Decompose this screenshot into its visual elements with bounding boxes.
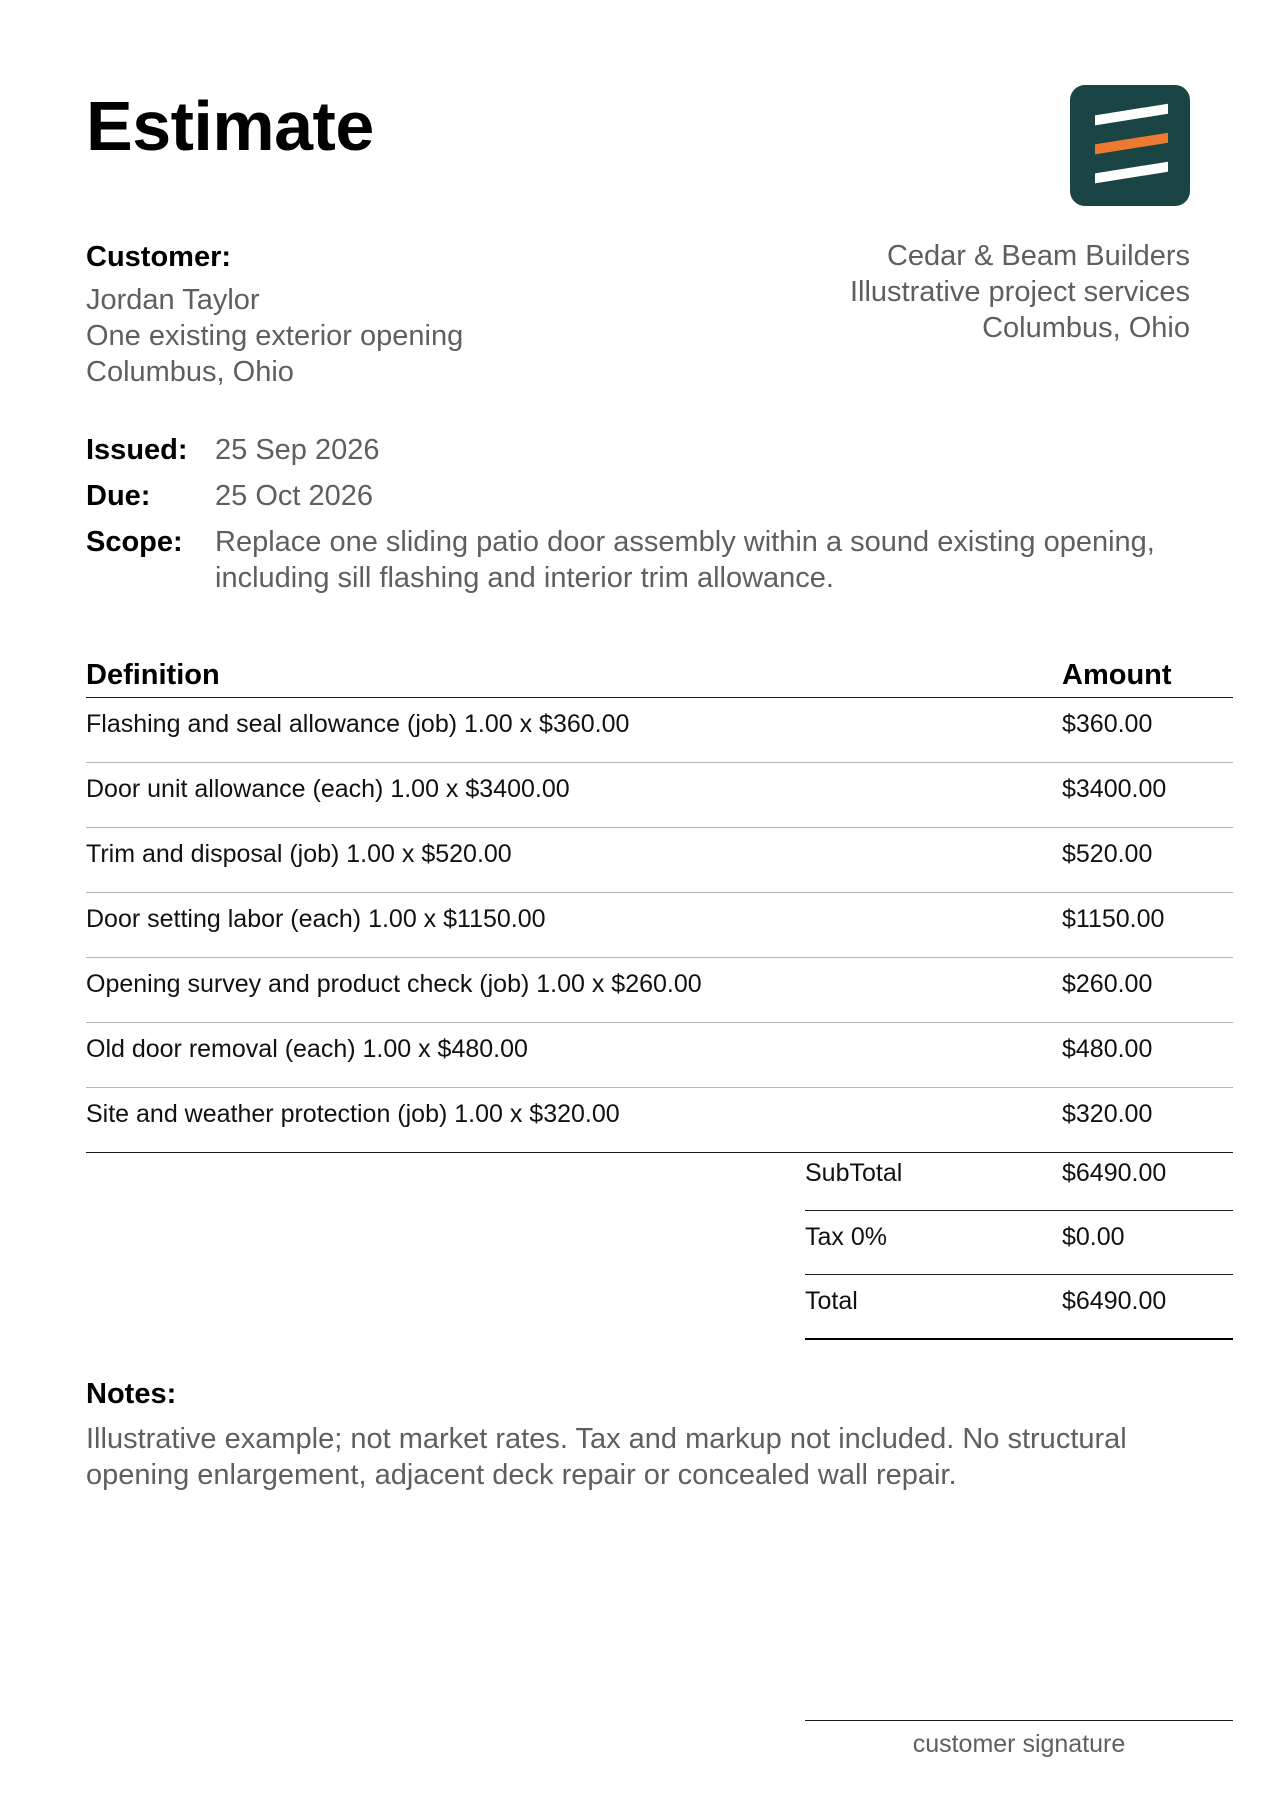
scope-text: Replace one sliding patio door assembly within a sound existing opening, including sill flashing and interior trim allowance.: [215, 526, 1155, 594]
signature-line[interactable]: [805, 1720, 1233, 1759]
company-block: [590, 238, 1190, 346]
company-location: Columbus, Ohio: [982, 312, 1190, 344]
item-amount: $520.00: [1062, 840, 1153, 868]
stacked-planks-logo-icon: [1070, 85, 1190, 206]
scope-label: Scope:: [86, 526, 183, 558]
item-definition: Trim and disposal (job) 1.00 x $520.00: [86, 840, 512, 868]
notes-text: Illustrative example; not market rates. Tax and markup not included. No structural opening enlargement, adjacent deck repair or concealed wall repair.: [86, 1423, 1127, 1491]
line-items-header: [86, 652, 1233, 698]
customer-location: Columbus, Ohio: [86, 356, 294, 388]
tax-label: Tax 0%: [805, 1223, 887, 1251]
customer-name: Jordan Taylor: [86, 284, 260, 316]
company-tagline: Illustrative project services: [849, 276, 1190, 308]
tax-row: [805, 1211, 1233, 1275]
totals-block: [805, 1147, 1233, 1340]
item-amount: $320.00: [1062, 1100, 1153, 1128]
item-definition: Door setting labor (each) 1.00 x $1150.00: [86, 905, 546, 933]
issued-label: Issued:: [86, 434, 188, 466]
subtotal-value: $6490.00: [1062, 1159, 1167, 1187]
company-name: Cedar & Beam Builders: [886, 240, 1190, 272]
item-amount: $480.00: [1062, 1035, 1153, 1063]
table-row: [86, 763, 1233, 828]
estimate-meta: [86, 432, 1236, 606]
subtotal-row: [805, 1147, 1233, 1211]
total-row: [805, 1275, 1233, 1340]
tax-value: $0.00: [1062, 1223, 1125, 1251]
item-amount: $360.00: [1062, 710, 1153, 738]
table-row: [86, 1023, 1233, 1088]
subtotal-label: SubTotal: [805, 1159, 903, 1187]
table-row: [86, 698, 1233, 763]
line-items-table: [86, 652, 1233, 1153]
document-title: Estimate: [86, 87, 374, 165]
item-definition: Site and weather protection (job) 1.00 x $320.00: [86, 1100, 620, 1128]
table-row: [86, 1088, 1233, 1153]
total-value: $6490.00: [1062, 1287, 1167, 1315]
table-row: [86, 893, 1233, 958]
notes-label: Notes:: [86, 1378, 177, 1410]
due-label: Due:: [86, 480, 151, 512]
item-definition: Door unit allowance (each) 1.00 x $3400.00: [86, 775, 570, 803]
scope-row: [86, 524, 1236, 596]
signature-label: customer signature: [912, 1730, 1126, 1758]
item-definition: Old door removal (each) 1.00 x $480.00: [86, 1035, 528, 1063]
issued-row: [86, 432, 1236, 468]
issued-date: 25 Sep 2026: [215, 434, 380, 466]
customer-label: Customer:: [86, 241, 232, 273]
item-amount: $1150.00: [1062, 905, 1165, 933]
customer-project: One existing exterior opening: [86, 320, 464, 352]
definition-header: Definition: [86, 658, 220, 691]
due-row: [86, 478, 1236, 514]
notes-block: [86, 1375, 1236, 1493]
item-definition: Flashing and seal allowance (job) 1.00 x $360.00: [86, 710, 630, 738]
due-date: 25 Oct 2026: [215, 480, 373, 512]
total-label: Total: [805, 1287, 858, 1315]
item-amount: $3400.00: [1062, 775, 1167, 803]
item-amount: $260.00: [1062, 970, 1153, 998]
table-row: [86, 958, 1233, 1023]
amount-header: Amount: [1062, 658, 1172, 691]
item-definition: Opening survey and product check (job) 1.00 x $260.00: [86, 970, 702, 998]
table-row: [86, 828, 1233, 893]
company-logo: [1070, 85, 1190, 206]
